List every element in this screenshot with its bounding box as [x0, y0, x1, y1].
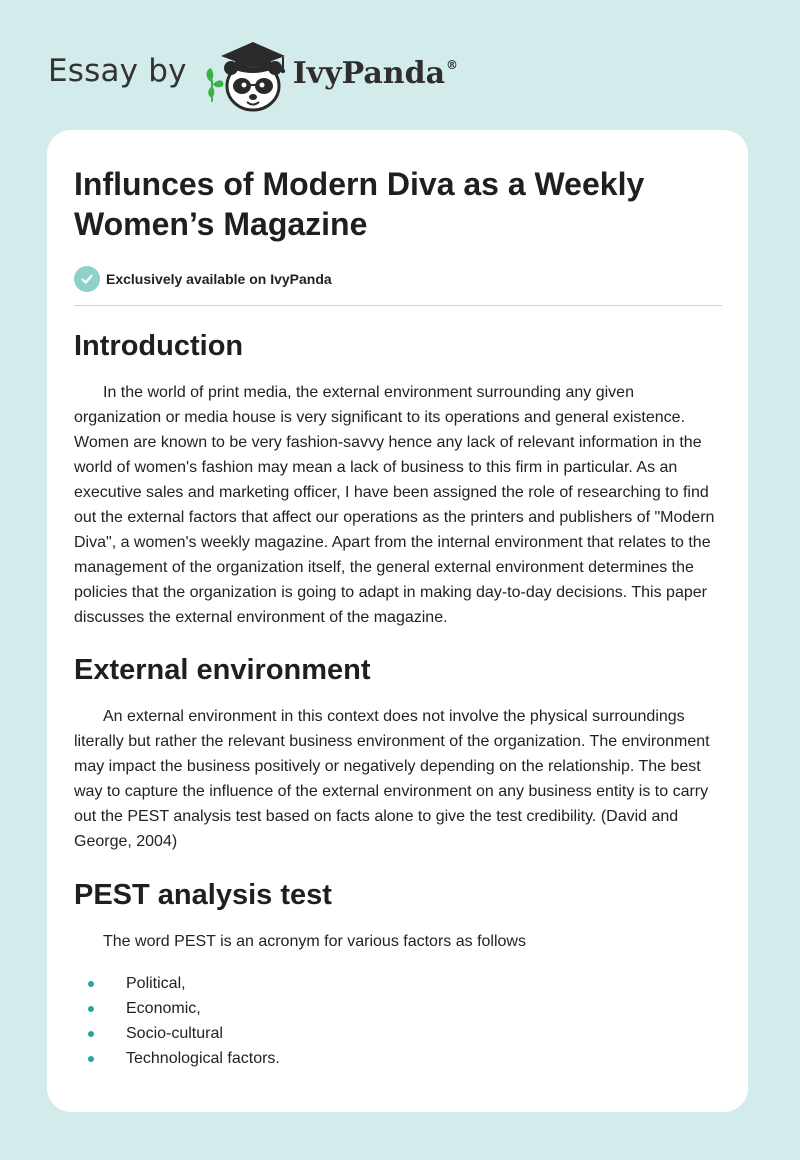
list-item: Technological factors. [74, 1046, 722, 1071]
brand-name[interactable]: IvyPanda® [292, 55, 459, 91]
list-item: Economic, [74, 996, 722, 1021]
external-environment-paragraph: An external environment in this context does not involve the physical surroundings literally but rather the relevant business environment of the organization. The environment may impact the business positively or negatively depending on the relationship. The best way to capture the influence of the external environment on any business entity is to carry out the PEST analysis test based on facts alone to give the test credibility. (David and George, 2004) [74, 708, 710, 850]
bullet-icon [88, 1031, 94, 1037]
panda-logo-icon[interactable] [201, 34, 291, 114]
list-item: Political, [74, 971, 722, 996]
bullet-icon [88, 1056, 94, 1062]
bullet-icon [88, 981, 94, 987]
list-item: Socio-cultural [74, 1021, 722, 1046]
pest-paragraph: The word PEST is an acronym for various factors as follows [103, 933, 526, 950]
section-heading-introduction: Introduction [74, 330, 244, 362]
site-header [48, 34, 458, 114]
introduction-paragraph: In the world of print media, the external environment surrounding any given organization or media house is very significant to its operations and general existence. Women are known to be very fashion-savvy hence any lack of relevant information in the world of women's fashion may mean a lack of business to this firm in particular. As an executive sales and marketing officer, I have been assigned the role of researching to find out the external factors that affect our operations as the printers and publishers of "Modern Diva", a women's weekly magazine. Apart from the internal environment that relates to the management of the organization itself, the general external environment determines the policies that the organization is going to adapt in making day-to-day decisions. This paper discusses the external environment of the magazine. [74, 384, 715, 626]
exclusive-badge [74, 265, 722, 293]
bullet-icon [88, 1006, 94, 1012]
article-card [47, 130, 748, 1112]
section-heading-pest-analysis: PEST analysis test [74, 879, 332, 911]
divider [74, 305, 722, 306]
pest-factor-list [74, 971, 722, 1071]
registered-mark: ® [446, 57, 459, 72]
article-title: Influnces of Modern Diva as a Weekly Women’s Magazine [74, 166, 645, 242]
check-circle-icon [74, 266, 100, 292]
exclusive-label: Exclusively available on IvyPanda [106, 271, 332, 287]
essay-by-label: Essay by [48, 53, 187, 89]
section-heading-external-environment: External environment [74, 654, 371, 686]
